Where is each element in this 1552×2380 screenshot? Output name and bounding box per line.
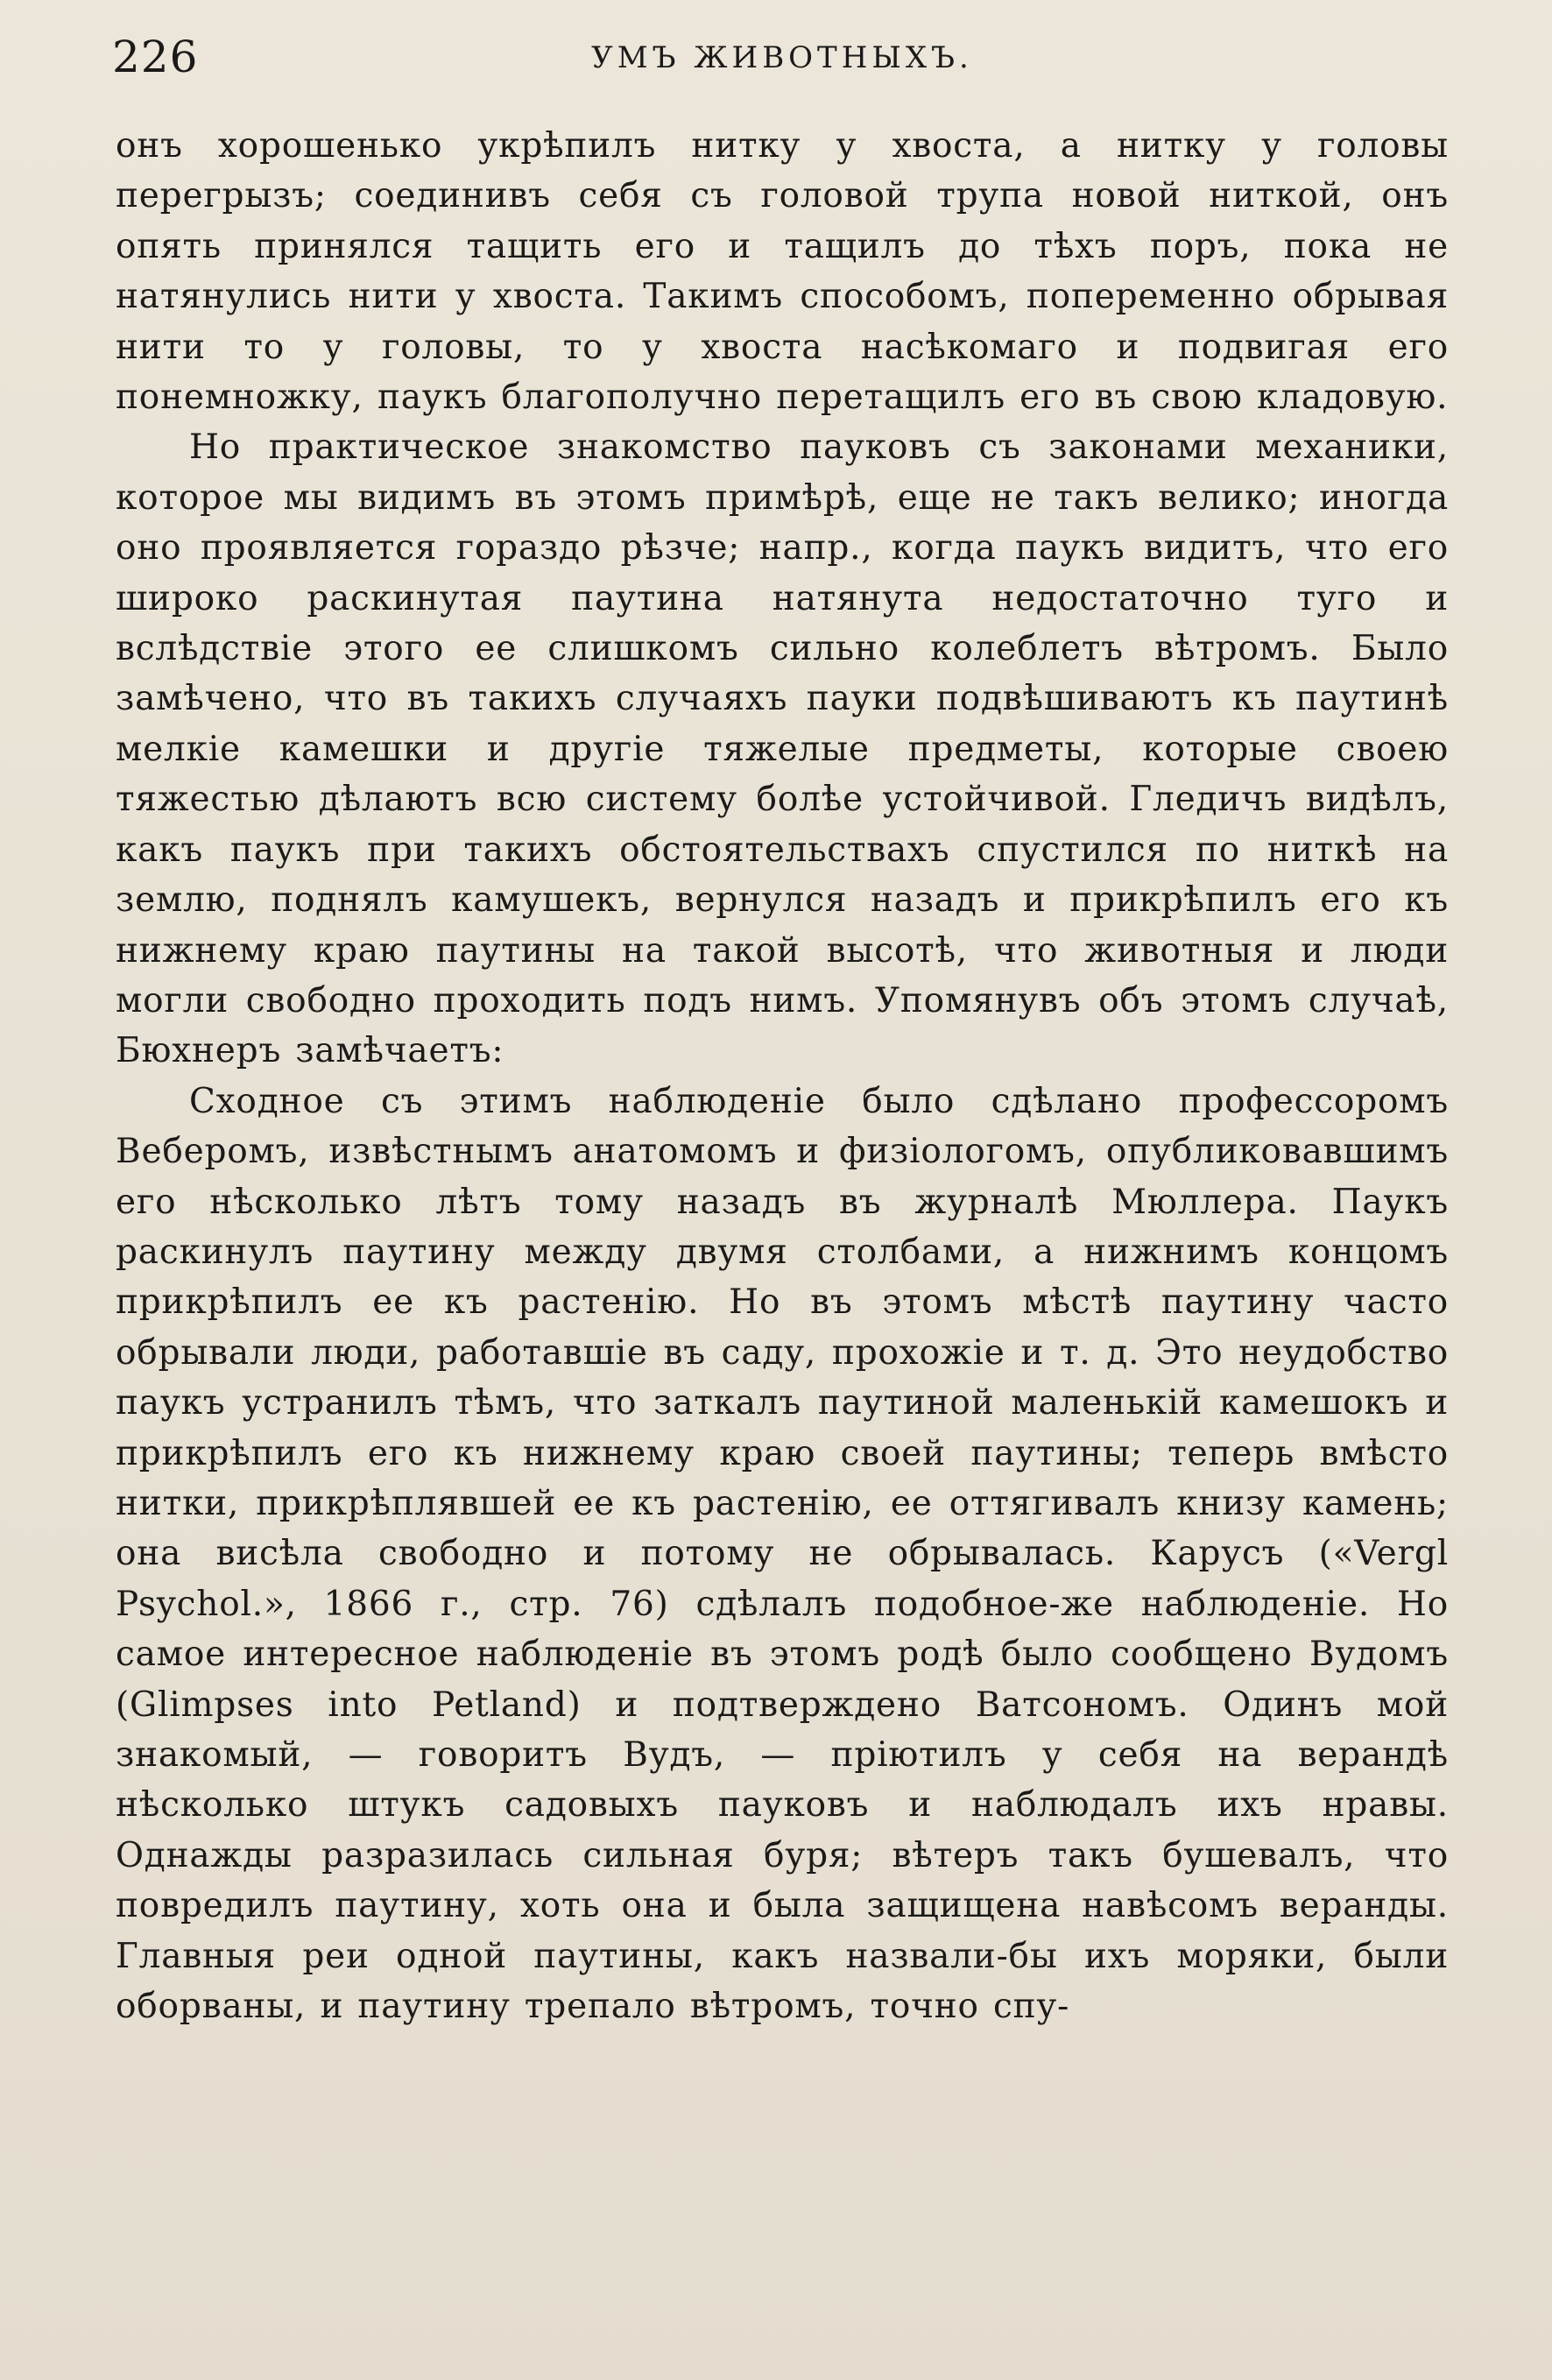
paragraph-weber-observation: Сходное съ этимъ наблюденіе было сдѣлано профессоромъ Веберомъ, извѣстнымъ анатомомъ и физіологомъ, опубликовавшимъ его нѣсколько лѣтъ тому назадъ въ журналѣ Мюллера. Паукъ раскинулъ паутину между двумя столбами, а нижнимъ концомъ прикрѣпилъ ее къ растенію. Но въ этомъ мѣстѣ паутину часто обрывали люди, работавшіе въ саду, прохожіе и т. д. Это неудобство паукъ устранилъ тѣмъ, что заткалъ паутиной маленькій камешокъ и прикрѣпилъ его къ нижнему краю своей паутины; теперь вмѣсто нитки, прикрѣплявшей ее къ растенію, ее оттягивалъ книзу камень; она висѣла свободно и потому не обрывалась. Карусъ («Vergl Psychol.», 1866 г., стр. 76) сдѣлалъ подобное-же наблюденіе. Но самое интересное наблюденіе въ этомъ родѣ было сообщено Вудомъ (Glimpses into Petland) и подтверждено Ватсономъ. Одинъ мой знакомый, — говоритъ Вудъ, — пріютилъ у себя на верандѣ нѣсколько штукъ садовыхъ пауковъ и наблюдалъ ихъ нравы. Однажды разразилась сильная буря; вѣтеръ такъ бушевалъ, что повредилъ паутину, хоть она и была защищена навѣсомъ веранды. Главныя реи одной паутины, какъ назвали-бы ихъ моряки, были оборваны, и паутину трепало вѣтромъ, точно спу- [116, 1081, 1449, 2027]
running-head: УМЪ ЖИВОТНЫХЪ. [591, 40, 973, 75]
paragraph-continuation: онъ хорошенько укрѣпилъ нитку у хвоста, а нитку у головы перегрызъ; соединивъ себя съ головой трупа новой ниткой, онъ опять принялся тащить его и тащилъ до тѣхъ поръ, пока не натянулись нити у хвоста. Такимъ способомъ, попеременно обрывая нити то у головы, то у хвоста насѣкомаго и подвигая его понемножку, паукъ благополучно перетащилъ его въ свою кладовую. [116, 126, 1449, 418]
paragraph-spider-mechanics: Но практическое знакомство пауковъ съ законами механики, которое мы видимъ въ этомъ примѣрѣ, еще не такъ велико; иногда оно проявляется гораздо рѣзче; напр., когда паукъ видитъ, что его широко раскинутая паутина натянута недостаточно туго и вслѣдствіе этого ее слишкомъ сильно колеблетъ вѣтромъ. Было замѣчено, что въ такихъ случаяхъ пауки подвѣшиваютъ къ паутинѣ мелкіе камешки и другіе тяжелые предметы, которые своею тяжестью дѣлаютъ всю систему болѣе устойчивой. Гледичъ видѣлъ, какъ паукъ при такихъ обстоятельствахъ спустился по ниткѣ на землю, поднялъ камушекъ, вернулся назадъ и прикрѣпилъ его къ нижнему краю паутины на такой высотѣ, что животныя и люди могли свободно проходить подъ нимъ. Упомянувъ объ этомъ случаѣ, Бюхнеръ замѣчаетъ: [116, 427, 1449, 1071]
page-number: 226 [112, 32, 199, 82]
body-text [116, 121, 1449, 2031]
page-header [112, 32, 1452, 84]
